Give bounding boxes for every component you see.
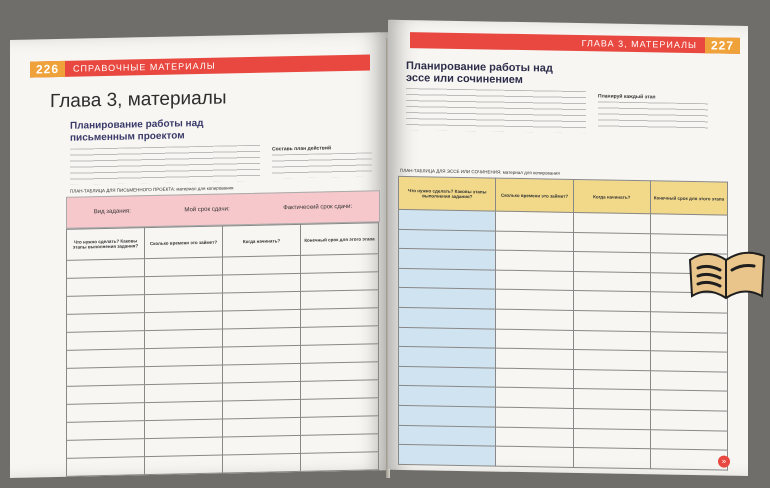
left-page-body-text — [70, 145, 260, 185]
open-book — [10, 18, 765, 478]
column-header: Что нужно сделать? Каковы этапы выполнения задания? — [67, 228, 145, 261]
column-header: Конечный срок для этого этапа — [301, 223, 379, 256]
column-header: Что нужно сделать? Каковы этапы выполнения задания? — [399, 176, 496, 211]
right-page-tip — [598, 93, 708, 129]
left-page-tip — [272, 144, 372, 178]
column-header: Сколько времени это займет? — [496, 178, 573, 212]
left-page — [10, 32, 388, 478]
next-arrow-icon: » — [718, 455, 730, 467]
column-header: Когда начинать? — [573, 179, 650, 213]
right-page-number: 227 — [705, 37, 740, 54]
left-table-caption: ПЛАН-ТАБЛИЦА ДЛЯ ПИСЬМЕННОГО ПРОЕКТА: материал для копирования — [70, 185, 234, 194]
left-page-header — [30, 54, 370, 77]
right-page-title: Планирование работы над эссе или сочинением — [406, 60, 553, 87]
field-actual-deadline: Фактический срок сдачи: — [283, 203, 353, 212]
right-tip-title: Планируй каждый этап — [598, 93, 656, 101]
left-tip-title: Составь план действий — [272, 145, 332, 153]
field-assignment-type: Вид задания: — [93, 208, 131, 216]
right-page-header — [410, 32, 740, 54]
left-planning-table — [66, 222, 379, 478]
left-page-number: 226 — [30, 61, 65, 78]
right-section-title: ГЛАВА 3, МАТЕРИАЛЫ — [581, 38, 697, 51]
left-page-title: Глава 3, материалы — [50, 87, 227, 113]
right-table-caption: ПЛАН-ТАБЛИЦА ДЛЯ ЭССЕ ИЛИ СОЧИНЕНИЯ: материал для копирования — [400, 167, 560, 176]
left-page-subtitle: Планирование работы над письменным проектом — [70, 117, 204, 144]
left-section-title: СПРАВОЧНЫЕ МАТЕРИАЛЫ — [73, 60, 216, 74]
field-my-deadline: Мой срок сдачи: — [184, 206, 230, 214]
right-page-body-text — [406, 88, 586, 133]
column-header: Сколько времени это займет? — [145, 226, 223, 259]
wooden-book-bookmark-icon — [684, 226, 768, 312]
column-header: Когда начинать? — [223, 224, 301, 257]
column-header: Конечный срок для этого этапа — [650, 181, 727, 215]
right-planning-table — [398, 176, 728, 470]
